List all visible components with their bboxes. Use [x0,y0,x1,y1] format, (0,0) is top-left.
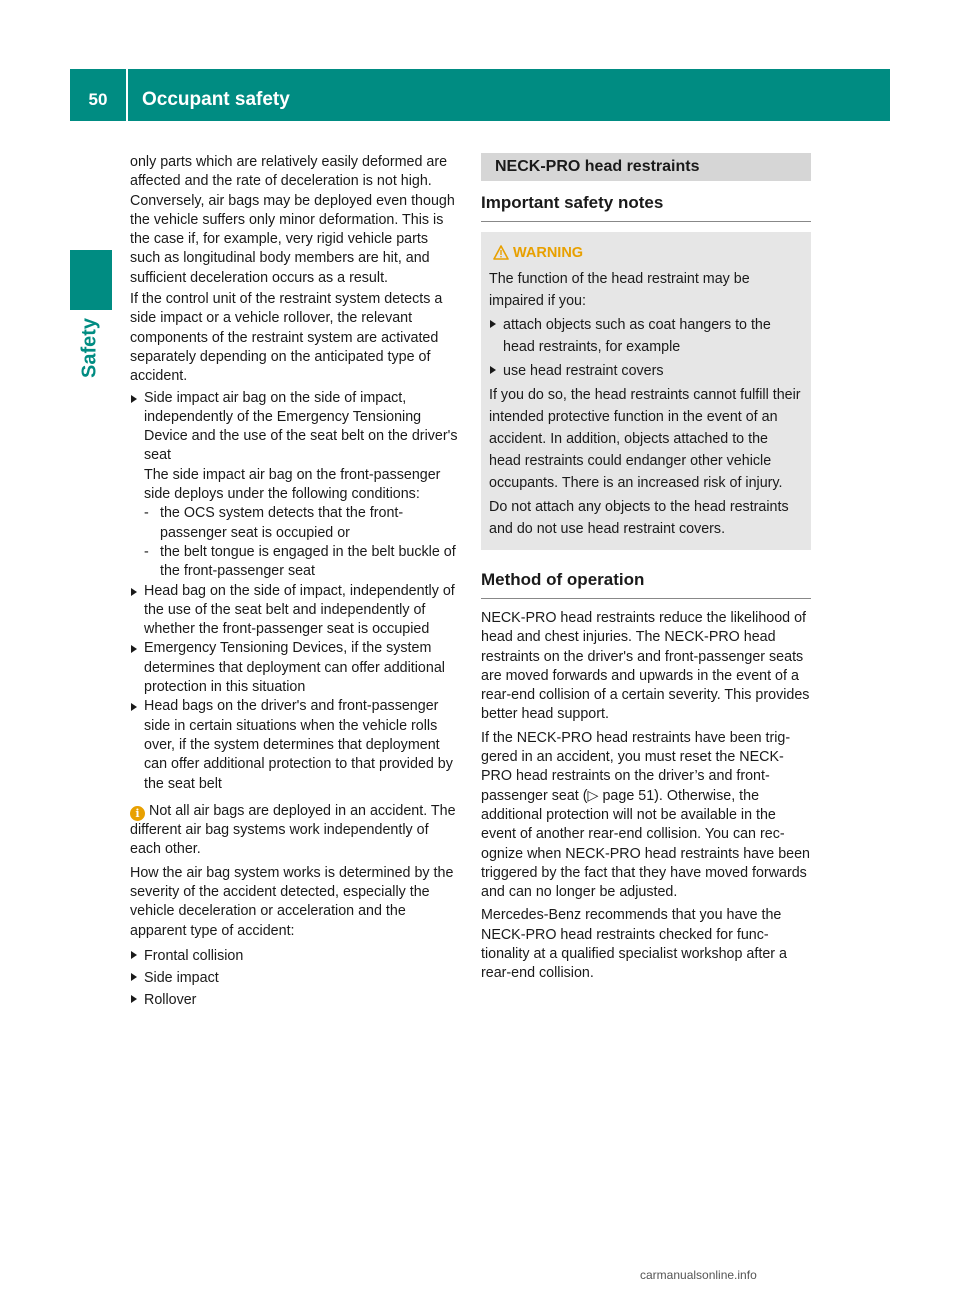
warning-intro: The function of the head restraint may be impaired if you: [489,271,750,309]
page-number: 50 [88,90,108,109]
bullet-item: Head bag on the side of impact, independently of the use of the seat belt and independently of whether the front-passenger seat is occupied [130,582,460,640]
side-tab-block [70,250,112,310]
dash-mark: - [144,543,149,560]
warning-box [481,232,811,550]
info-text: Not all air bags are deployed in an accident. The different air bag systems work independently of each other. [130,802,456,858]
bullet-item: Side impact air bag on the side of impact, independently of the Emergency Tensioning Device and the use of the seat belt on the driver's seat [130,389,460,466]
warning-paragraph: Do not attach any objects to the head restraints and do not use head restraint covers. [489,499,789,537]
warning-label: WARNING [513,245,584,261]
dash-text: the belt tongue is engaged in the belt buckle of the front-passenger seat [160,543,456,580]
warning-bullet: attach objects such as coat hangers to the head restraints, for example [489,314,803,358]
right-column [481,153,811,986]
paragraph: If the NECK-PRO head restraints have been triggered in an accident, you must reset the NECK-PRO head restraints on the driver’s and front-passenger seat (▷ page 51). Otherwise, the additional protection will not be available in the event of another rear-end collision. You can recognize when NECK-PRO head restraints have been triggered by the fact that they have moved forwards and can no longer be adjusted. [481,729,811,901]
paragraph: If the control unit of the restraint system detects a side impact or a vehicle rollover, the relevant components of the restraint system are activated separately depending on the anticipated type of accident. [130,291,443,385]
paragraph: Mercedes-Benz recommends that you have the NECK-PRO head restraints checked for functionality at a qualified specialist workshop after a rear-end collision. [481,907,787,982]
warning-title [513,242,803,264]
list-item: Rollover [130,989,460,1011]
dash-mark: - [144,505,149,522]
footer-watermark: carmanualsonline.info [640,1268,757,1282]
warning-bullet: use head restraint covers [489,360,803,382]
page-header [70,69,890,121]
side-tab-label: Safety [78,317,101,379]
info-note [130,802,460,860]
dash-text: the OCS system detects that the front-passenger seat is occupied or [160,505,404,541]
intro-paragraph: only parts which are relatively easily deformed are affected and the rate of deceleration is not high. Conversely, air bags may be deployed even though the vehicle suffers only minor deformation. This is the case if, for example, very rigid vehicle parts such as longitudinal body members are hit, and sufficient deceleration occurs as a result. [130,154,455,286]
bullet-item: Emergency Tensioning Devices, if the system determines that deployment can offer additional protection in this situation [130,639,460,697]
info-icon: i [130,806,145,821]
warning-paragraph: If you do so, the head restraints cannot fulfill their intended protective function in the event of an accident. In addition, objects attached to the head restraints could endanger other vehicle occupants. There is an increased risk of injury. [489,387,801,491]
list-item: Side impact [130,967,460,989]
dash-item [130,504,460,543]
bullet-subtext: The side impact air bag on the front-passenger side deploys under the following conditions: [144,466,441,503]
section-heading: NECK-PRO head restraints [481,153,811,181]
paragraph: NECK-PRO head restraints reduce the likelihood of head and chest injuries. The NECK-PRO head restraints on the driver's and front-passenger seats are moved forwards and upwards in the event of a rear-end collision of a certain severity. This provides better head support. [481,610,810,723]
list-item: Frontal collision [130,945,460,967]
subheading: Important safety notes [481,191,811,222]
left-column [130,153,460,1011]
bullet-item: Head bags on the driver's and front-passenger side in certain situations when the vehicle rolls over, if the system determines that deployment can offer additional protection to that provided by the seat belt [130,697,460,793]
info-paragraph: How the air bag system works is determined by the severity of the accident detected, especially the vehicle deceleration or acceleration and the apparent type of accident: [130,864,454,939]
header-divider [126,69,128,121]
page-title: Occupant safety [142,89,290,110]
subheading: Method of operation [481,568,811,599]
dash-item [130,543,460,582]
